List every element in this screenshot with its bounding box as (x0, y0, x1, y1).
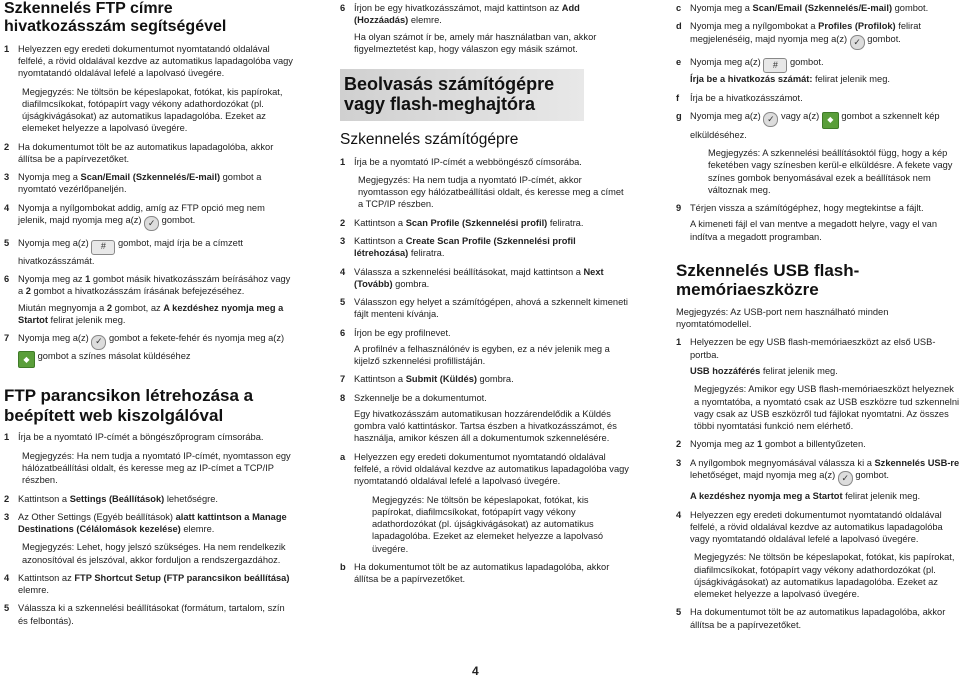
step-number: 5 (676, 607, 682, 618)
step-7 (4, 332, 294, 368)
column-middle (340, 0, 630, 585)
ftp-step-4 (4, 572, 294, 597)
check-button-icon: ✓ (144, 216, 159, 231)
text-bold: 2 (106, 302, 113, 313)
usb-step-2 (676, 438, 960, 450)
pc-step-7 (340, 373, 630, 385)
text: Nyomja meg az (18, 274, 86, 285)
black-start-icon: ✓ (763, 112, 778, 127)
text: Kattintson a (354, 235, 406, 246)
usb-step-3 (676, 457, 960, 487)
check-button-icon: ✓ (850, 35, 865, 50)
step-number: 4 (4, 572, 10, 583)
section-title-ftp-reference: Szkennelés FTP címre hivatkozásszám segítségével (4, 0, 227, 36)
text: elemre. (18, 585, 50, 596)
note: Megjegyzés: Ha nem tudja a nyomtató IP-címét, nyomtasson egy hálózatbeállítási oldalt, és keresse meg az IP-címet a TCP/IP részben. (22, 450, 291, 486)
color-start-icon: ◆ (822, 112, 839, 129)
text: Válassza a szkennelési beállításokat, majd kattintson a (354, 266, 584, 277)
text-bold: 2 (25, 286, 31, 297)
step-text: Válasszon egy helyet a számítógépen, ahová a szkennelt kimeneti fájlt menteni kívánja. (354, 297, 628, 320)
step-number: 5 (4, 238, 10, 249)
text: gombot, majd írja be a címzett hivatkozásszámát. (18, 238, 244, 266)
step-text: Írja be a nyomtató IP-címét a webböngésző címsorába. (354, 156, 582, 167)
pc-substep-g (676, 110, 960, 141)
text: gombot. (892, 3, 929, 13)
step-text: Szkennelje be a dokumentumot. (354, 392, 487, 403)
step-text: Ha dokumentumot tölt be az automatikus lapadagolóba, akkor állítsa be a papírvezetőket. (690, 607, 946, 630)
text: gombot a fekete-fehér és nyomja meg a(z) (106, 333, 285, 344)
step-number: 6 (340, 3, 346, 13)
text: elemre. (408, 15, 442, 26)
text: Nyomja a nyílgombokat addig, amíg az FTP opció meg nem jelenik, majd nyomja meg a(z) (18, 202, 265, 225)
page-number: 4 (472, 664, 479, 678)
ftp-step-3 (4, 511, 294, 536)
text-bold: Next (Tovább) (354, 266, 604, 289)
ftp-step-2 (4, 493, 294, 505)
text-bold: 1 (757, 439, 763, 450)
text-bold: FTP Shortcut Setup (FTP parancsikon beállítása) (74, 572, 290, 583)
subsection-title-scan-to-computer: Szkennelés számítógépre (340, 131, 519, 149)
text: gombot másik hivatkozásszám beírásához vagy a (18, 274, 291, 297)
step-number: 4 (4, 202, 10, 213)
step-number: 3 (4, 511, 10, 522)
text: gombot a billentyűzeten. (762, 439, 866, 450)
text: elemre. (180, 524, 215, 535)
step-number: 1 (4, 43, 10, 54)
text: feliratra. (547, 217, 584, 228)
text: Nyomja meg az (690, 439, 758, 450)
pc-step-2 (340, 217, 630, 229)
column-right (676, 0, 960, 631)
step-text: Térjen vissza a számítógéphez, hogy megtekintse a fájlt. (690, 203, 924, 214)
pc-step-8 (340, 392, 630, 404)
hash-button-icon: # (763, 58, 787, 73)
step-6 (4, 273, 294, 298)
note: Megjegyzés: Lehet, hogy jelszó szükséges. Ha nem rendelkezik azonosítóval és jelszóval, akkor forduljon a rendszergazdához. (22, 542, 286, 565)
step-5 (4, 237, 294, 267)
text: Nyomja meg a (690, 3, 753, 13)
pc-step-5 (340, 296, 630, 321)
step-text: Helyezzen egy eredeti dokumentumot nyomtatandó oldalával felfelé, a rövid oldalával kezdve az automatikus lapadagolóba vagy nyomtatandó oldalával lefelé a lapolvasó üvegére. (690, 509, 943, 545)
banner-title: Beolvasás számítógépre vagy flash-meghajtóra (344, 74, 555, 115)
step-number: 7 (340, 374, 346, 385)
step-number: 1 (340, 156, 346, 167)
text: Nyomja meg a (18, 172, 81, 183)
text: gombra. (392, 278, 430, 289)
section-banner (340, 69, 584, 121)
text: gombot. (159, 214, 196, 225)
black-start-icon: ✓ (91, 335, 106, 350)
step-text: Írja be a hivatkozásszámot. (690, 92, 803, 103)
text-bold: Profiles (Profilok) (818, 21, 896, 32)
step-text: Ha dokumentumot tölt be az automatikus lapadagolóba, akkor állítsa be a papírvezetőket. (354, 561, 610, 585)
step-number: 1 (676, 337, 682, 348)
step-text: Válassza ki a szkennelési beállításokat (formátum, tartalom, szín és felbontás). (18, 603, 285, 626)
step-letter: a (340, 451, 346, 462)
step-number: 5 (4, 603, 10, 614)
text-bold: Submit (Küldés) (405, 374, 477, 385)
text-bold: A kezdéshez nyomja meg a Startot (18, 302, 284, 325)
pc-step-4 (340, 266, 630, 291)
pc-substep-f (676, 92, 960, 104)
text: gombot. (864, 33, 901, 44)
ftp-step-6 (340, 2, 630, 27)
step-detail (676, 490, 960, 502)
step-number: 6 (340, 327, 346, 338)
step-number: 9 (676, 203, 682, 214)
pc-substep-b (340, 561, 630, 586)
text-bold: Scan Profile (Szkennelési profil) (405, 217, 548, 228)
step-number: 1 (4, 432, 10, 443)
step-number: 7 (4, 333, 10, 344)
text: gombot a hivatkozásszám írásának befejezéséhez. (30, 286, 245, 297)
text: gombot. (787, 56, 824, 67)
text: Nyomja meg a nyílgombokat a (690, 21, 819, 32)
text: Kattintson a (18, 493, 70, 504)
text-bold: A kezdéshez nyomja meg a Startot (690, 491, 843, 502)
step-detail: Egy hivatkozásszám automatikusan hozzárendelődik a Küldés gombra való kattintáskor. Tartsa észben a hivatkozásszámot, és használja, amikor készen áll a dokumentumok szkennelésére. (354, 408, 617, 444)
text-bold: alatt kattintson a Manage Destinations (Célálomások kezelése) (18, 511, 287, 535)
step-detail: A kimeneti fájl el van mentve a megadott helyre, vagy el van indítva a megadott programban. (690, 219, 938, 242)
step-text: Helyezzen egy eredeti dokumentumot nyomtatandó oldalával felfelé, a rövid oldalával kezdve az automatikus lapadagolóba vagy nyomtatandó oldalával lefelé a lapolvasó üvegére. (354, 451, 629, 487)
step-letter: b (340, 561, 346, 572)
step-number: 6 (4, 274, 10, 285)
text: gombot. (852, 469, 889, 480)
text-bold: Szkennelés USB-re (874, 457, 960, 468)
pc-step-3 (340, 235, 630, 260)
step-number: 3 (676, 457, 682, 468)
step-number: 2 (4, 493, 10, 504)
pc-step-9 (676, 202, 960, 214)
text: Nyomja meg a(z) (18, 238, 89, 249)
text: feliratra. (408, 248, 445, 259)
pc-substep-c (676, 2, 960, 14)
step-text: Helyezzen egy eredeti dokumentumot nyomtatandó oldalával felfelé, a rövid oldalával kezdve az automatikus lapadagolóba vagy nyomtatandó oldalával lefelé a lapolvasó üvegére. (18, 43, 293, 79)
step-letter: c (676, 3, 682, 13)
note: Megjegyzés: Amikor egy USB flash-memóriaeszközt helyeznek a nyomtatóba, a nyomtató csak az USB eszközre tud szkennelni vagy csak az USB eszközről tud fájlokat nyomtatni. Az összes többi nyomtatási funkció nem elérhető. (694, 384, 960, 432)
text-bold: Írja be a hivatkozás számát: (690, 74, 813, 85)
text: Írjon be egy hivatkozásszámot, majd kattintson az (354, 3, 562, 13)
text: Az Other Settings (Egyéb beállítások) (18, 511, 176, 522)
note: Megjegyzés: Ne töltsön be képeslapokat, fotókat, kis papírokat, diafilmcsíkokat, fotópapírt vagy vékony adathordozókat (pl. újságkivágásokat) az automatikus lapadagolóba. Ezeket az elemeket helyezze a lapolvasó üvegére. (22, 86, 283, 134)
text: Kattintson a (354, 217, 406, 228)
step-6-detail (4, 302, 294, 327)
text: A nyílgombok megnyomásával válassza ki a (690, 457, 875, 468)
step-2 (4, 141, 294, 166)
note: Megjegyzés: A szkennelési beállításoktól függ, hogy a kép feketében vagy színesben kerül-e elküldésre. A fekete vagy színes gombok benyomásával ezek a beállítások nem változnak meg. (708, 147, 953, 195)
text: gombot a szkennelt kép elküldéséhez. (690, 110, 940, 140)
ftp-step-5 (4, 602, 294, 627)
text: gombot, az (112, 302, 164, 313)
text: felirat jelenik meg. (842, 491, 921, 502)
note: Megjegyzés: Ha nem tudja a nyomtató IP-címét, akkor nyomtasson egy hálózatbeállítási oldalt, és keresse meg a címet a TCP/IP részben. (358, 174, 624, 210)
step-detail: Ha olyan számot ír be, amely már használatban van, akkor figyelmeztetést kap, hogy válaszon egy másik számot. (354, 31, 597, 54)
text-bold: USB hozzáférés (690, 366, 761, 376)
step-letter: f (676, 92, 680, 103)
step-detail (676, 365, 960, 377)
text-bold: Create Scan Profile (Szkennelési profil létrehozása) (354, 235, 576, 259)
note: Megjegyzés: Az USB-port nem használható minden nyomtatómodellel. (676, 306, 889, 330)
step-text: Helyezzen be egy USB flash-memóriaeszközt az első USB-portba. (690, 337, 936, 360)
step-number: 3 (4, 172, 10, 183)
pc-step-6 (340, 327, 630, 339)
step-number: 8 (340, 392, 346, 403)
text-bold: Scan/Email (Szkennelés/E-mail) (752, 3, 893, 13)
pc-step-1 (340, 156, 630, 168)
section-title-usb: Szkennelés USB flash-memóriaeszközre (676, 260, 860, 300)
step-number: 3 (340, 235, 346, 246)
step-text: Írjon be egy profilnevet. (354, 327, 451, 338)
column-left (4, 0, 294, 627)
section-title-ftp-shortcut: FTP parancsikon létrehozása a beépített web kiszolgálóval (4, 386, 254, 425)
text: Nyomja meg a(z) (690, 56, 761, 67)
text-bold: Settings (Beállítások) (69, 493, 165, 504)
step-number: 4 (340, 266, 346, 277)
step-text: Ha dokumentumot tölt be az automatikus lapadagolóba, akkor állítsa be a papírvezetőket. (18, 141, 274, 164)
hash-button-icon: # (91, 240, 115, 255)
text: gombra. (476, 374, 514, 385)
step-number: 4 (676, 509, 682, 520)
step-letter: e (676, 56, 682, 67)
note: Megjegyzés: Ne töltsön be képeslapokat, fotókat, kis papírokat, diafilmcsíkokat, fotópapírt vagy vékony adathordozókat (pl. újságkivágásokat) az automatikus lapadagolóba. Ezeket az elemeket helyezze a lapolvasó üvegére. (694, 552, 955, 600)
check-button-icon: ✓ (838, 471, 853, 486)
text: gombot a nyomtató vezérlőpaneljén. (18, 172, 262, 195)
usb-step-4 (676, 509, 960, 546)
text-bold: 1 (85, 274, 91, 285)
text: vagy a(z) (778, 110, 820, 121)
step-number: 2 (676, 439, 682, 450)
step-4 (4, 202, 294, 232)
text: Nyomja meg a(z) (690, 110, 761, 121)
color-start-icon: ◆ (18, 351, 35, 368)
note: Megjegyzés: Ne töltsön be képeslapokat, fotókat, kis papírokat, diafilmcsíkokat, fotópapírt vagy vékony adathordozókat (pl. újságkivágásokat) az automatikus lapadagolóba. Ezeket az elemeket helyezze a lapolvasó üvegére. (372, 494, 604, 554)
usb-step-5 (676, 606, 960, 631)
text: Kattintson a (354, 374, 406, 385)
pc-substep-e (676, 56, 960, 86)
text: Miután megnyomja a (18, 302, 107, 313)
step-number: 2 (340, 217, 346, 228)
step-1 (4, 43, 294, 80)
text: gombot a színes másolat küldéséhez (35, 350, 191, 361)
text-bold: Add (Hozzáadás) (354, 3, 580, 26)
ftp-step-1 (4, 431, 294, 443)
step-3 (4, 171, 294, 196)
pc-substep-d (676, 20, 960, 50)
step-number: 2 (4, 141, 10, 152)
text: felirat jelenik meg. (760, 366, 838, 376)
text: lehetőségre. (164, 493, 218, 504)
step-letter: d (676, 21, 682, 32)
step-detail: A profilnév a felhasználónév is egyben, ez a név jelenik meg a kijelző szkennelési profillistáján. (354, 343, 610, 367)
text: felirat jelenik meg. (812, 74, 890, 85)
text: felirat jelenik meg. (47, 314, 126, 325)
step-text: Írja be a nyomtató IP-címét a böngészőprogram címsorába. (18, 432, 264, 443)
text: felirat megjelenéséig, majd nyomja meg a(z) (690, 21, 921, 44)
text-bold: Scan/Email (Szkennelés/E-mail) (80, 172, 221, 183)
pc-substep-a (340, 451, 630, 488)
step-number: 5 (340, 297, 346, 308)
text: lehetőséget, majd nyomja meg a(z) (690, 469, 836, 480)
usb-step-1 (676, 336, 960, 361)
text: Nyomja meg a(z) (18, 333, 89, 344)
text: Kattintson az (18, 572, 75, 583)
step-letter: g (676, 110, 682, 121)
